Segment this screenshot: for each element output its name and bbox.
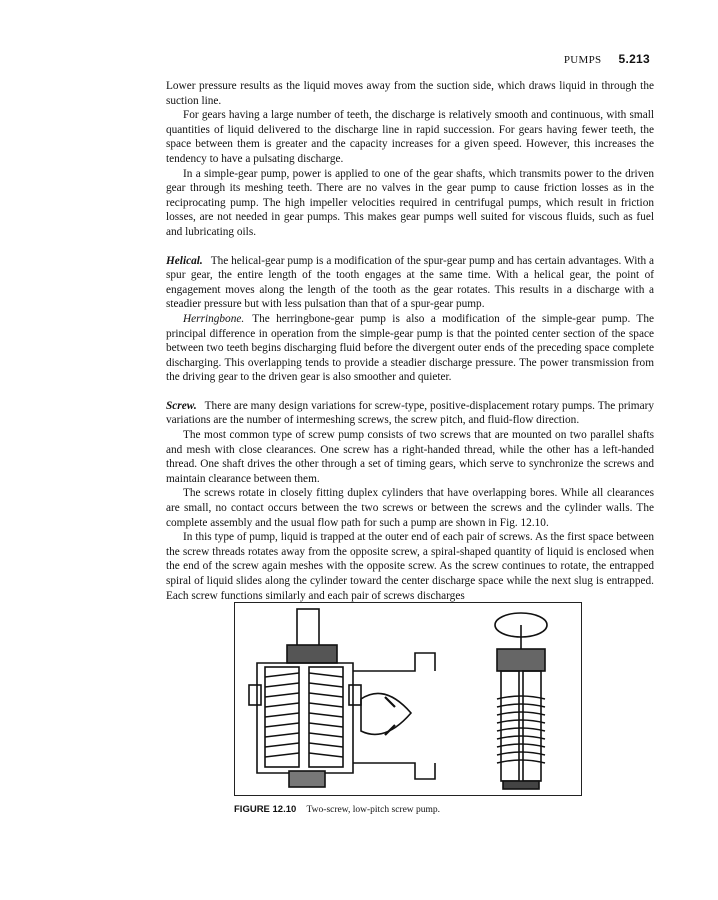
subsection-heading: Herringbone. <box>183 312 245 325</box>
shaft-base <box>503 781 539 789</box>
drive-shaft-housing <box>297 609 319 649</box>
paragraph-herringbone <box>166 312 654 385</box>
gear-housing <box>497 649 545 671</box>
paragraph: Lower pressure results as the liquid moves away from the suction side, which draws liquid in through the suction line. <box>166 80 654 107</box>
paragraph-text: There are many design variations for screw-type, positive-displacement rotary pumps. The primary variations are the number of intermeshing screws, the screw pitch, and fluid-flow direction. <box>166 399 654 427</box>
running-header <box>564 52 650 66</box>
thread-coils <box>497 696 545 763</box>
paragraph: In this type of pump, liquid is trapped at the outer end of each pair of screws. As the first space between the screw threads rotates away from the opposite screw, a spiral-shaped quantity of liquid is enclosed when the end of the screw again meshes with the opposite screw. As the screw continues to rotate, the entrapped spiral of liquid slides along the cylinder toward the center discharge space while the next slug is entrapped. Each screw functions similarly and each pair of screws discharges <box>166 531 654 602</box>
casing-flange <box>249 685 261 705</box>
discharge-chamber <box>361 693 411 734</box>
paragraph: The screws rotate in closely fitting duplex cylinders that have overlapping bores. While all clearances are small, no contact occurs between the two screws or between the screws and the cylinder walls. The complete assembly and the usual flow path for such a pump are shown in Fig. 12.10. <box>166 487 654 529</box>
base-bearing <box>289 771 325 787</box>
figure-caption-text: Two-screw, low-pitch screw pump. <box>306 805 441 815</box>
paragraph: For gears having a large number of teeth, the discharge is relatively smooth and continuous, with small quantities of liquid delivered to the discharge line in rapid succession. For gears having fewer teeth, the space between them is greater and the capacity increases for a given speed. However, this increases the tendency to have a pulsating discharge. <box>166 109 654 165</box>
body-text <box>166 79 654 603</box>
figure-label: FIGURE 12.10 <box>234 804 297 815</box>
section-heading: Helical. <box>166 254 203 267</box>
paragraph: In a simple-gear pump, power is applied to one of the gear shafts, which transmits power to the driven gear through its meshing teeth. There are no valves in the gear pump to cause friction losses as in the reciprocating pump. The high impeller velocities required in centrifugal pumps, which result in friction losses, are not needed in gear pumps. This makes gear pumps well suited for viscous fluids, such as fuel and lubricating oils. <box>166 167 654 238</box>
paragraph-helical <box>166 254 654 312</box>
figure-screw-pump <box>234 602 582 796</box>
header-section: PUMPS <box>563 54 602 66</box>
screw-pump-illustration <box>235 603 581 795</box>
inlet-outlet-ports <box>353 653 435 779</box>
casing-flange <box>349 685 361 705</box>
screw-shaft <box>523 671 541 781</box>
paragraph-screw <box>166 399 654 428</box>
paragraph: The most common type of screw pump consists of two screws that are mounted on two parallel shafts and mesh with close clearances. One screw has a right-handed thread, while the other has a left-handed thread. One shaft drives the other through a set of timing gears, which serve to synchronize the screws and maintain clearance between them. <box>166 429 654 485</box>
screw-threads <box>265 673 299 757</box>
paragraph-text: The herringbone-gear pump is also a modification of the simple-gear pump. The principal difference in operation from the simple-gear pump is that the pointed center section of the space between two teeth begins discharging fluid before the divergent outer ends of the preceding space complete discharging. This overlapping tends to provide a steadier discharge pressure. The power transmission from the driving gear to the driven gear is also smoother and quieter. <box>166 312 654 384</box>
header-page-number: 5.213 <box>618 52 650 66</box>
screw-shaft <box>501 671 519 781</box>
screw-threads <box>309 673 343 757</box>
section-heading: Screw. <box>166 399 197 412</box>
paragraph-text: The helical-gear pump is a modification of the spur-gear pump and has certain advantages. With a spur gear, the entire length of the tooth engages at the same time. With a helical gear, the point of engagement moves along the length of the tooth as the gear rotates. This results in a discharge with a steadier pressure but with less pulsation than that of a spur-gear pump. <box>166 254 654 311</box>
timing-gears <box>287 645 337 663</box>
figure-caption <box>234 804 440 815</box>
